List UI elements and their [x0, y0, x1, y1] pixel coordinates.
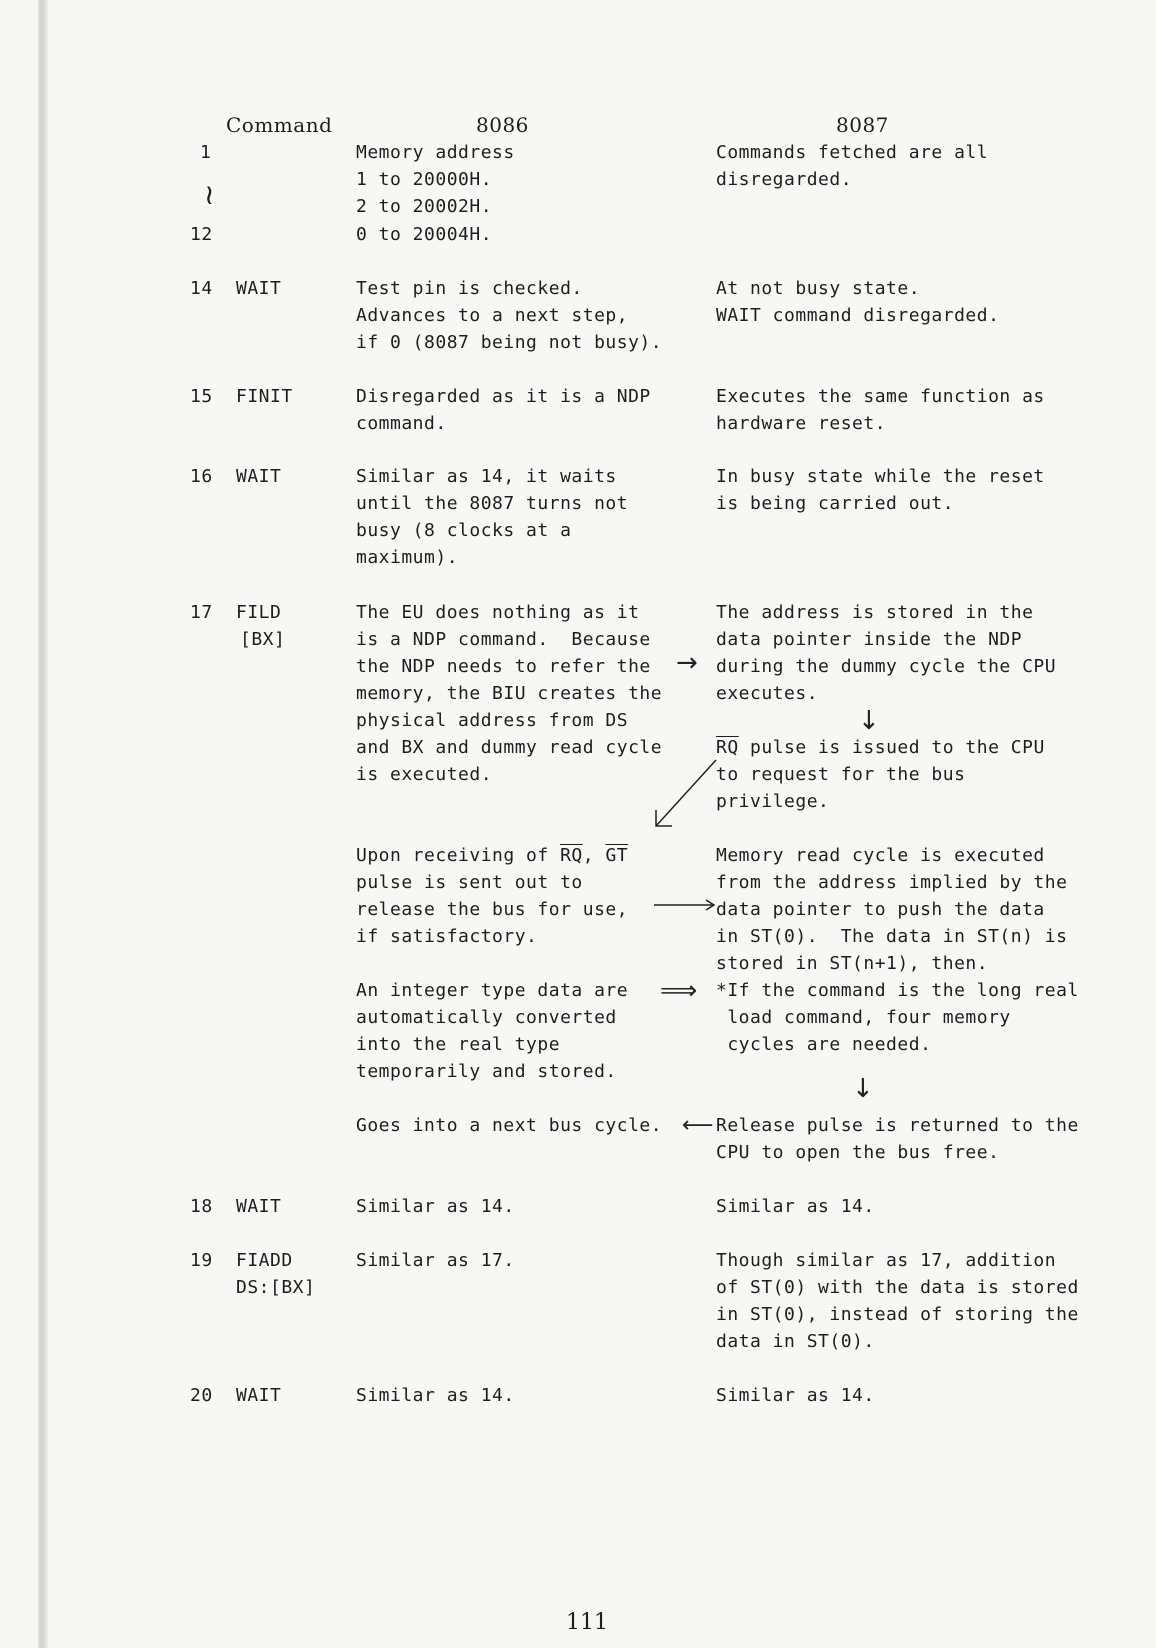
row-17-8086-line: automatically converted — [356, 1007, 617, 1028]
row-17-8087-line: privilege. — [716, 791, 830, 812]
rq-signal: $\overline{RQ}$ — [716, 737, 739, 758]
row-14-8087-line: WAIT command disregarded. — [716, 305, 1000, 326]
row-12-number: 12 — [190, 224, 213, 245]
header-8087: 8087 — [836, 113, 889, 137]
row-16-8086-line: busy (8 clocks at a — [356, 520, 572, 541]
scan-edge — [38, 0, 48, 1648]
rq-line-text: pulse is issued to the CPU — [738, 737, 1045, 758]
row-1-8087-line: disregarded. — [716, 169, 853, 190]
row-14-8086-line: Test pin is checked. — [356, 278, 583, 299]
row-1-8086-line: 1 to 20000H. — [356, 169, 493, 190]
row-17-8086-line: temporarily and stored. — [356, 1061, 617, 1082]
row-17-8087-line: cycles are needed. — [716, 1034, 932, 1055]
row-17-8086-line: is a NDP command. Because — [356, 629, 651, 650]
row-16-8086-line: Similar as 14, it waits — [356, 466, 617, 487]
diagonal-arrow-icon — [650, 756, 720, 832]
row-17-8087-line: in ST(0). The data in ST(n) is — [716, 926, 1068, 947]
row-17-8086-rq-gt-line — [356, 842, 628, 869]
row-17-8086-line: The EU does nothing as it — [356, 602, 640, 623]
row-17-8087-line: *If the command is the long real — [716, 980, 1079, 1001]
row-15-8086-line: Disregarded as it is a NDP — [356, 386, 651, 407]
row-17-8086-line: and BX and dummy read cycle — [356, 737, 663, 758]
row-16-command: WAIT — [236, 466, 282, 487]
row-19-8087-line: Though similar as 17, addition — [716, 1250, 1057, 1271]
rq-signal: $\overline{RQ}$ — [560, 845, 583, 866]
row-17-8086-line: if satisfactory. — [356, 926, 538, 947]
header-8086: 8086 — [476, 113, 529, 137]
row-17-8086-line: the NDP needs to refer the — [356, 656, 651, 677]
row-20-8087-line: Similar as 14. — [716, 1385, 875, 1406]
row-17-8086-line: pulse is sent out to — [356, 872, 583, 893]
row-15-command: FINIT — [236, 386, 293, 407]
row-17-8086-line: Goes into a next bus cycle. — [356, 1115, 663, 1136]
row-18-number: 18 — [190, 1196, 213, 1217]
row-17-8086-line: release the bus for use, — [356, 899, 629, 920]
arrow-left-icon: ⟵ — [682, 1113, 714, 1138]
row-15-8087-line: hardware reset. — [716, 413, 887, 434]
row-17-8087-line: stored in ST(n+1), then. — [716, 953, 989, 974]
row-17-8087-line: to request for the bus — [716, 764, 966, 785]
row-17-8087-line: Memory read cycle is executed — [716, 845, 1045, 866]
row-1-8086-line: 0 to 20004H. — [356, 224, 493, 245]
row-17-command: FILD — [236, 602, 282, 623]
double-arrow-right-icon: ⟹ — [660, 976, 698, 1006]
row-17-8086-line: into the real type — [356, 1034, 561, 1055]
row-16-8087-line: is being carried out. — [716, 493, 955, 514]
row-14-8086-line: Advances to a next step, — [356, 305, 629, 326]
gt-signal: $\overline{GT}$ — [605, 845, 629, 866]
row-16-8086-line: maximum). — [356, 547, 459, 568]
row-14-number: 14 — [190, 278, 213, 299]
rq-gt-separator: , — [582, 845, 606, 866]
row-16-number: 16 — [190, 466, 213, 487]
row-14-8086-line: if 0 (8087 being not busy). — [356, 332, 663, 353]
long-arrow-right-icon — [652, 898, 718, 912]
row-14-command: WAIT — [236, 278, 282, 299]
row-19-8087-line: data in ST(0). — [716, 1331, 875, 1352]
row-17-8087-rq-line — [716, 734, 1045, 761]
row-16-8087-line: In busy state while the reset — [716, 466, 1045, 487]
row-19-operand: DS:[BX] — [236, 1277, 316, 1298]
row-17-operand: [BX] — [240, 629, 286, 650]
row-18-8087-line: Similar as 14. — [716, 1196, 875, 1217]
row-18-command: WAIT — [236, 1196, 282, 1217]
row-16-8086-line: until the 8087 turns not — [356, 493, 629, 514]
row-15-8086-line: command. — [356, 413, 447, 434]
row-15-8087-line: Executes the same function as — [716, 386, 1045, 407]
row-1-number: 1 — [200, 142, 212, 163]
row-20-8086-line: Similar as 14. — [356, 1385, 515, 1406]
arrow-down-icon: ↓ — [852, 1074, 874, 1104]
row-1-8087-line: Commands fetched are all — [716, 142, 989, 163]
row-17-8087-line: data pointer inside the NDP — [716, 629, 1023, 650]
row-19-number: 19 — [190, 1250, 213, 1271]
row-17-number: 17 — [190, 602, 213, 623]
rq-gt-prefix: Upon receiving of — [356, 845, 561, 866]
row-17-8086-line: physical address from DS — [356, 710, 629, 731]
row-19-8087-line: of ST(0) with the data is stored — [716, 1277, 1079, 1298]
row-19-8087-line: in ST(0), instead of storing the — [716, 1304, 1079, 1325]
row-20-command: WAIT — [236, 1385, 282, 1406]
row-20-number: 20 — [190, 1385, 213, 1406]
row-17-8087-line: during the dummy cycle the CPU — [716, 656, 1057, 677]
row-19-8086-line: Similar as 17. — [356, 1250, 515, 1271]
row-14-8087-line: At not busy state. — [716, 278, 921, 299]
row-1-8086-line: 2 to 20002H. — [356, 196, 493, 217]
row-17-8086-line: is executed. — [356, 764, 493, 785]
row-17-8087-line: data pointer to push the data — [716, 899, 1045, 920]
row-17-8087-line: Release pulse is returned to the — [716, 1115, 1079, 1136]
row-17-8087-line: load command, four memory — [716, 1007, 1011, 1028]
arrow-right-icon: → — [676, 648, 698, 678]
row-17-8086-line: memory, the BIU creates the — [356, 683, 663, 704]
row-18-8086-line: Similar as 14. — [356, 1196, 515, 1217]
row-19-command: FIADD — [236, 1250, 293, 1271]
page-number: 111 — [566, 1610, 608, 1635]
row-17-8087-line: from the address implied by the — [716, 872, 1068, 893]
row-17-8087-line: executes. — [716, 683, 819, 704]
row-1-8086-line: Memory address — [356, 142, 515, 163]
header-command: Command — [226, 113, 333, 137]
row-15-number: 15 — [190, 386, 213, 407]
range-brace: ≀ — [204, 178, 215, 211]
row-17-8087-line: The address is stored in the — [716, 602, 1034, 623]
row-17-8087-line: CPU to open the bus free. — [716, 1142, 1000, 1163]
arrow-down-icon: ↓ — [858, 706, 880, 736]
row-17-8086-line: An integer type data are — [356, 980, 629, 1001]
